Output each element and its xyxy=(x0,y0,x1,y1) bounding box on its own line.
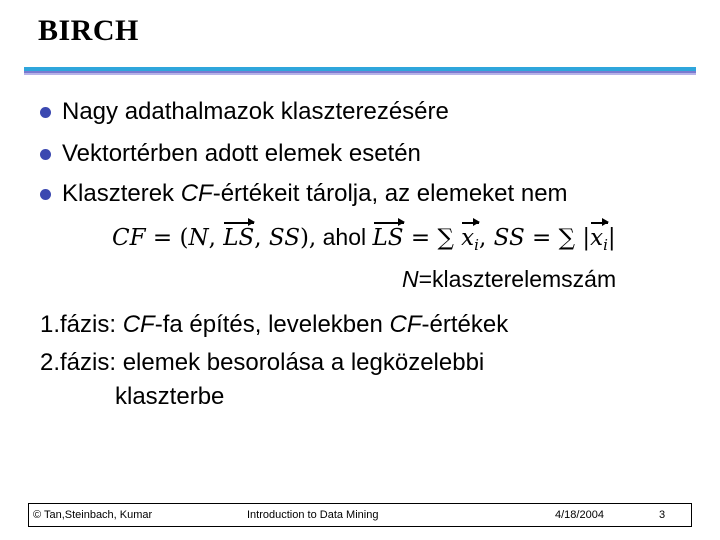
phase-2-text-continued: klaszterbe xyxy=(115,383,225,410)
bullet-text: Nagy adathalmazok klaszterezésére xyxy=(62,98,449,125)
cf-formula: CF = (N, LS, SS), ahol LS = ∑ $x_i$, SS = ∑ $|x_i|$ xyxy=(112,224,616,254)
bullet-text: Vektortérben adott elemek esetén xyxy=(62,140,421,167)
n-definition: N=klaszterelemszám xyxy=(402,266,617,292)
footer-page-number: 3 xyxy=(659,509,666,521)
slide-title: BIRCH xyxy=(38,14,139,47)
bullet-dot-icon xyxy=(40,107,51,118)
title-divider-shade-light xyxy=(24,73,696,75)
footer-date: 4/18/2004 xyxy=(555,509,604,521)
slide-footer xyxy=(28,503,692,527)
bullet-text: Klaszterek CF-értékeit tárolja, az elemeket nem xyxy=(62,180,568,207)
bullet-dot-icon xyxy=(40,189,51,200)
footer-course: Introduction to Data Mining xyxy=(247,509,379,521)
bullet-dot-icon xyxy=(40,149,51,160)
phase-1-text: 1.fázis: CF-fa építés, levelekben CF-értékek xyxy=(40,311,509,338)
phase-2-text: 2.fázis: elemek besorolása a legközelebbi xyxy=(40,349,485,376)
footer-author: © Tan,Steinbach, Kumar xyxy=(33,509,153,521)
